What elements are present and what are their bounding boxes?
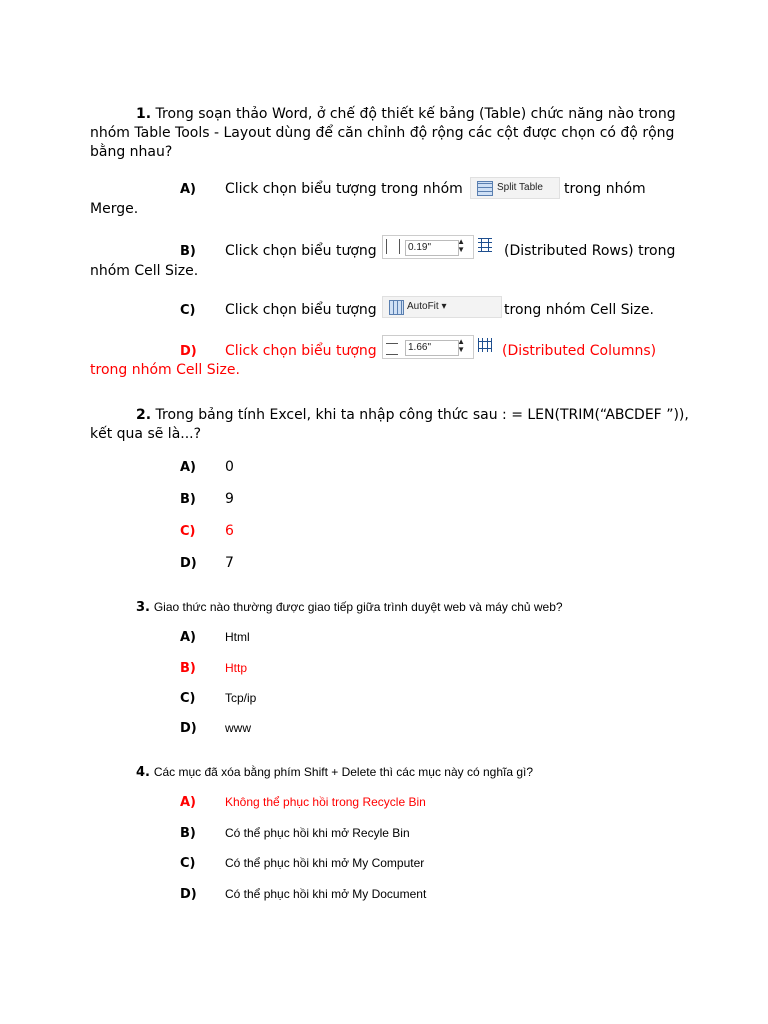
answer-text: trong nhóm [564, 181, 646, 197]
answer-text: Có thể phục hồi khi mở Recyle Bin [225, 826, 410, 840]
answer-label: C) [180, 303, 196, 318]
answer-label: A) [180, 795, 197, 810]
widget-label: AutoFit ▾ [407, 301, 447, 312]
answer-label: C) [180, 691, 196, 706]
answer-label: C) [180, 524, 196, 539]
answer-text: 0 [225, 459, 234, 475]
row-height-icon [386, 239, 400, 254]
answer-text: Http [225, 661, 248, 675]
answer-1c-after [504, 301, 654, 320]
split-table-button [470, 177, 560, 199]
answer-1d-wrap: trong nhóm Cell Size. [90, 362, 240, 378]
answer-label: D) [180, 721, 197, 736]
question-text: Trong bảng tính Excel, khi ta nhập công thức sau : = LEN(TRIM(“ABCDEF ”)), kết qua sẽ là...? [90, 407, 689, 442]
answer-text: Có thể phục hồi khi mở My Document [225, 887, 427, 901]
distribute-columns-icon [478, 338, 492, 352]
spinner-value: 0.19" [405, 240, 459, 256]
widget-label: Split Table [497, 182, 543, 193]
answer-1a-after [564, 180, 646, 199]
answer-label: B) [180, 826, 196, 841]
answer-text: 6 [225, 523, 234, 539]
answer-label: A) [180, 182, 197, 197]
autofit-button [382, 296, 502, 318]
question-text: Trong soạn thảo Word, ở chế độ thiết kế bảng (Table) chức năng nào trong nhóm Table Tools - Layout dùng để căn chỉnh độ rộng các cột được chọn có độ rộng bằng nhau? [90, 106, 676, 160]
answer-text: trong nhóm Cell Size. [504, 302, 654, 318]
spinner-arrows-icon: ▲ ▼ [457, 237, 465, 254]
answer-label: D) [180, 556, 197, 571]
answer-label: A) [180, 630, 197, 645]
answer-text: www [225, 721, 251, 735]
question-text: Các mục đã xóa bằng phím Shift + Delete thì các mục này có nghĩa gì? [153, 765, 534, 779]
spinner-arrows-icon: ▲ ▼ [457, 337, 465, 354]
answer-text: Click chọn biểu tượng [225, 302, 377, 318]
answer-text: Html [225, 630, 250, 644]
autofit-icon [389, 300, 404, 315]
answer-label: B) [180, 492, 196, 507]
answer-text: (Distributed Columns) [502, 343, 657, 359]
answer-text: Có thể phục hồi khi mở My Computer [225, 856, 425, 870]
answer-text: Click chọn biểu tượng trong nhóm [225, 181, 463, 197]
answer-1a-wrap: Merge. [90, 201, 139, 217]
answer-text: (Distributed Rows) trong [504, 243, 676, 259]
split-table-icon [477, 181, 493, 196]
question-3 [136, 598, 736, 617]
question-4 [136, 763, 736, 782]
answer-1d-after [502, 342, 656, 361]
answer-label: D) [180, 887, 197, 902]
answer-label: C) [180, 856, 196, 871]
answer-label: A) [180, 460, 197, 475]
spinner-value: 1.66" [405, 340, 459, 356]
distribute-rows-icon [478, 238, 492, 252]
answer-text: Click chọn biểu tượng [225, 343, 377, 359]
row-height-spinner [382, 235, 474, 259]
answer-1b-after [504, 242, 675, 261]
answer-text: 7 [225, 555, 234, 571]
answer-label: B) [180, 244, 196, 259]
answer-label: B) [180, 661, 196, 676]
question-number: 2. [136, 407, 152, 423]
answer-text: 9 [225, 491, 234, 507]
answer-1b-wrap: nhóm Cell Size. [90, 263, 199, 279]
question-number: 3. [136, 600, 150, 615]
answer-text: Tcp/ip [225, 691, 257, 705]
answer-text: Click chọn biểu tượng [225, 243, 377, 259]
question-number: 1. [136, 106, 152, 122]
column-width-icon [386, 343, 398, 355]
answer-text: Không thể phục hồi trong Recycle Bin [225, 795, 426, 809]
column-width-spinner [382, 335, 474, 359]
question-2 [90, 406, 690, 444]
answer-label: D) [180, 344, 197, 359]
question-1 [90, 105, 690, 162]
question-text: Giao thức nào thường được giao tiếp giữa trình duyệt web và máy chủ web? [153, 600, 563, 614]
question-number: 4. [136, 765, 150, 780]
